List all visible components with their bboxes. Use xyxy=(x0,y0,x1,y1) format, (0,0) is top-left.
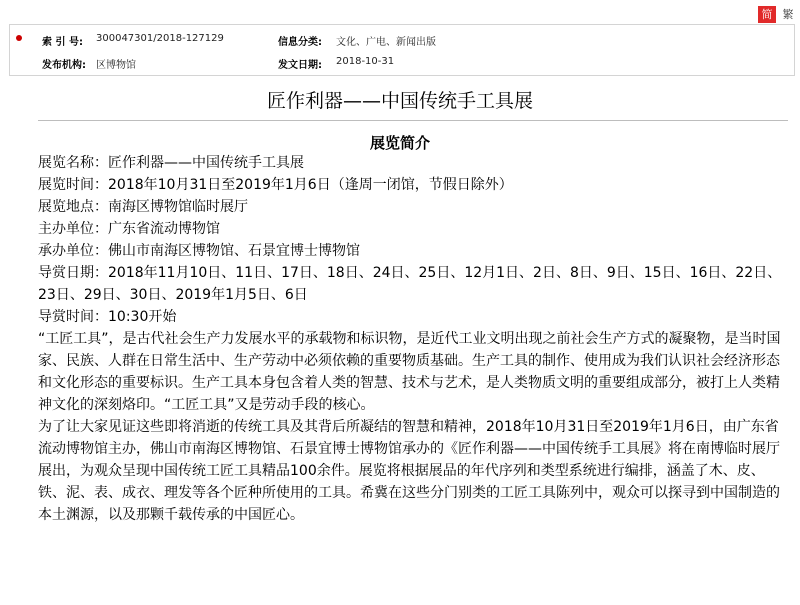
exhibition-time-line: 展览时间：2018年10月31日至2019年1月6日（逢周一闭馆，节假日除外） xyxy=(38,177,513,193)
exhibition-venue-line: 展览地点：南海区博物馆临时展厅 xyxy=(38,199,248,215)
publish-date-label: 发文日期: xyxy=(278,60,322,71)
page-title: 匠作利器——中国传统手工具展 xyxy=(266,90,533,112)
co-organizer-line: 承办单位：佛山市南海区博物馆、石景宜博士博物馆 xyxy=(38,243,360,259)
index-number-value: 300047301/2018-127129 xyxy=(96,33,224,44)
index-number-label: 索 引 号: xyxy=(42,37,83,48)
guided-tour-time-line: 导赏时间：10:30开始 xyxy=(38,309,177,325)
article-body xyxy=(38,152,783,526)
organizer-line: 主办单位：广东省流动博物馆 xyxy=(38,221,220,237)
section-title: 展览简介 xyxy=(369,134,430,152)
guided-tour-dates-line: 导赏日期：2018年11月10日、11日、17日、18日、24日、25日、12月1日、2日、8日、9日、15日、16日、22日、23日、29日、30日、2019年1月5日、6日 xyxy=(38,265,782,303)
body-paragraph: “工匠工具”，是古代社会生产力发展水平的承载物和标识物，是近代工业文明出现之前社会生产方式的凝聚物，是当时国家、民族、人群在日常生活中、生产劳动中必须依赖的重要物质基础。生产工具的制作、使用成为我们认识社会经济形态和文化形态的重要标识。生产工具本身包含着人类的智慧、技术与艺术，是人类物质文明的重要组成部分，被打上人类精神文化的深刻烙印。“工匠工具”又是劳动手段的核心。 xyxy=(38,331,781,413)
bullet-icon xyxy=(16,35,22,41)
publisher-value: 区博物馆 xyxy=(96,60,136,71)
exhibition-name-line: 展览名称：匠作利器——中国传统手工具展 xyxy=(38,155,304,171)
title-divider xyxy=(38,120,788,121)
category-value: 文化、广电、新闻出版 xyxy=(336,37,436,48)
publish-date-value: 2018-10-31 xyxy=(336,56,395,67)
publisher-label: 发布机构: xyxy=(42,60,86,71)
body-paragraph: 为了让大家见证这些即将消逝的传统工具及其背后所凝结的智慧和精神，2018年10月31日至2019年1月6日，由广东省流动博物馆主办，佛山市南海区博物馆、石景宜博士博物馆承办的《匠作利器——中国传统手工具展》将在南博临时展厅展出，为观众呈现中国传统工匠工具精品100余件。展览将根据展品的年代序列和类型系统进行编排，涵盖了木、皮、铁、泥、表、成衣、理发等各个匠种所使用的工具。希冀在这些分门别类的工匠工具陈列中，观众可以探寻到中国制造的本土渊源，以及那颗千载传承的中国匠心。 xyxy=(38,419,780,523)
category-label: 信息分类: xyxy=(278,37,322,48)
document-metadata-table xyxy=(9,24,795,76)
top-bar xyxy=(0,0,800,22)
simplified-chinese-button[interactable]: 简 xyxy=(758,6,776,23)
traditional-chinese-button[interactable]: 繁 xyxy=(782,8,794,21)
